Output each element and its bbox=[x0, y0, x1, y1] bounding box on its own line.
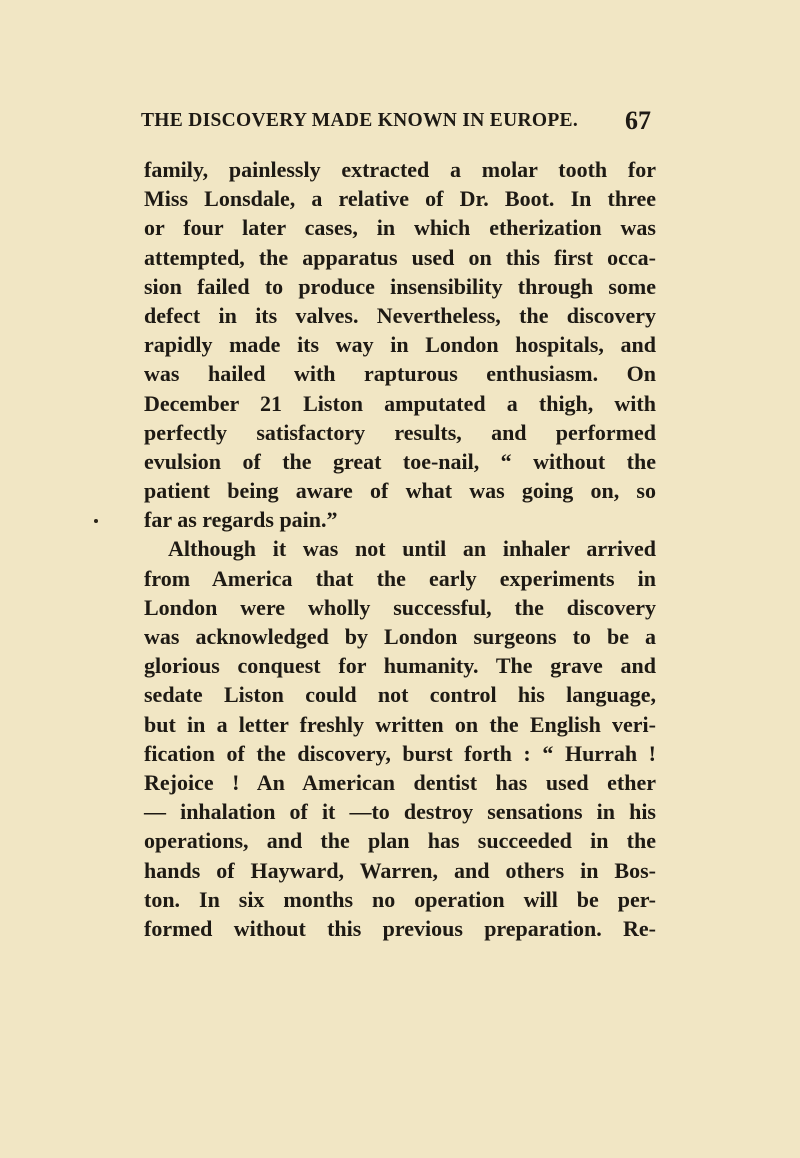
running-head bbox=[141, 106, 651, 140]
text-line: was acknowledged by London surgeons to be a bbox=[144, 624, 656, 649]
running-title: THE DISCOVERY MADE KNOWN IN EUROPE. bbox=[141, 110, 579, 131]
margin-mark bbox=[94, 519, 98, 523]
text-line: hands of Hayward, Warren, and others in Bos- bbox=[144, 857, 656, 883]
text-line: operations, and the plan has succeeded in the bbox=[144, 828, 656, 854]
text-line: ton. In six months no operation will be per- bbox=[144, 886, 656, 912]
body-text bbox=[144, 155, 656, 943]
text-line: Rejoice ! An American dentist has used ether bbox=[144, 769, 656, 795]
text-line: — inhalation of it —to destroy sensations in his bbox=[144, 799, 656, 825]
text-line: perfectly satisfactory results, and performed bbox=[144, 419, 656, 445]
text-line: patient being aware of what was going on, so bbox=[144, 478, 656, 504]
text-line: from America that the early experiments in bbox=[144, 565, 656, 591]
text-line: Miss Lonsdale, a relative of Dr. Boot. In three bbox=[144, 186, 656, 212]
paragraph-start-line: Although it was not until an inhaler arrived bbox=[168, 536, 656, 562]
paragraph-end-line: far as regards pain.” bbox=[144, 507, 338, 533]
text-line: London were wholly successful, the discovery bbox=[144, 594, 656, 620]
text-line: family, painlessly extracted a molar tooth for bbox=[144, 157, 656, 182]
text-line: fication of the discovery, burst forth : “ Hurrah ! bbox=[144, 740, 656, 766]
text-line: attempted, the apparatus used on this first occa- bbox=[144, 244, 656, 270]
text-line: evulsion of the great toe-nail, “ without the bbox=[144, 448, 656, 474]
text-line: or four later cases, in which etherization was bbox=[144, 215, 656, 241]
page-number: 67 bbox=[625, 106, 651, 135]
text-line: was hailed with rapturous enthusiasm. On bbox=[144, 361, 656, 387]
text-line: sion failed to produce insensibility through some bbox=[144, 273, 656, 299]
text-line: December 21 Liston amputated a thigh, with bbox=[144, 390, 656, 416]
text-line: but in a letter freshly written on the English veri- bbox=[144, 711, 656, 737]
text-line: formed without this previous preparation. Re- bbox=[144, 915, 656, 941]
text-line: rapidly made its way in London hospitals, and bbox=[144, 332, 656, 358]
text-line: defect in its valves. Nevertheless, the discovery bbox=[144, 302, 656, 328]
text-line: glorious conquest for humanity. The grave and bbox=[144, 653, 656, 679]
text-line: sedate Liston could not control his language, bbox=[144, 682, 656, 708]
